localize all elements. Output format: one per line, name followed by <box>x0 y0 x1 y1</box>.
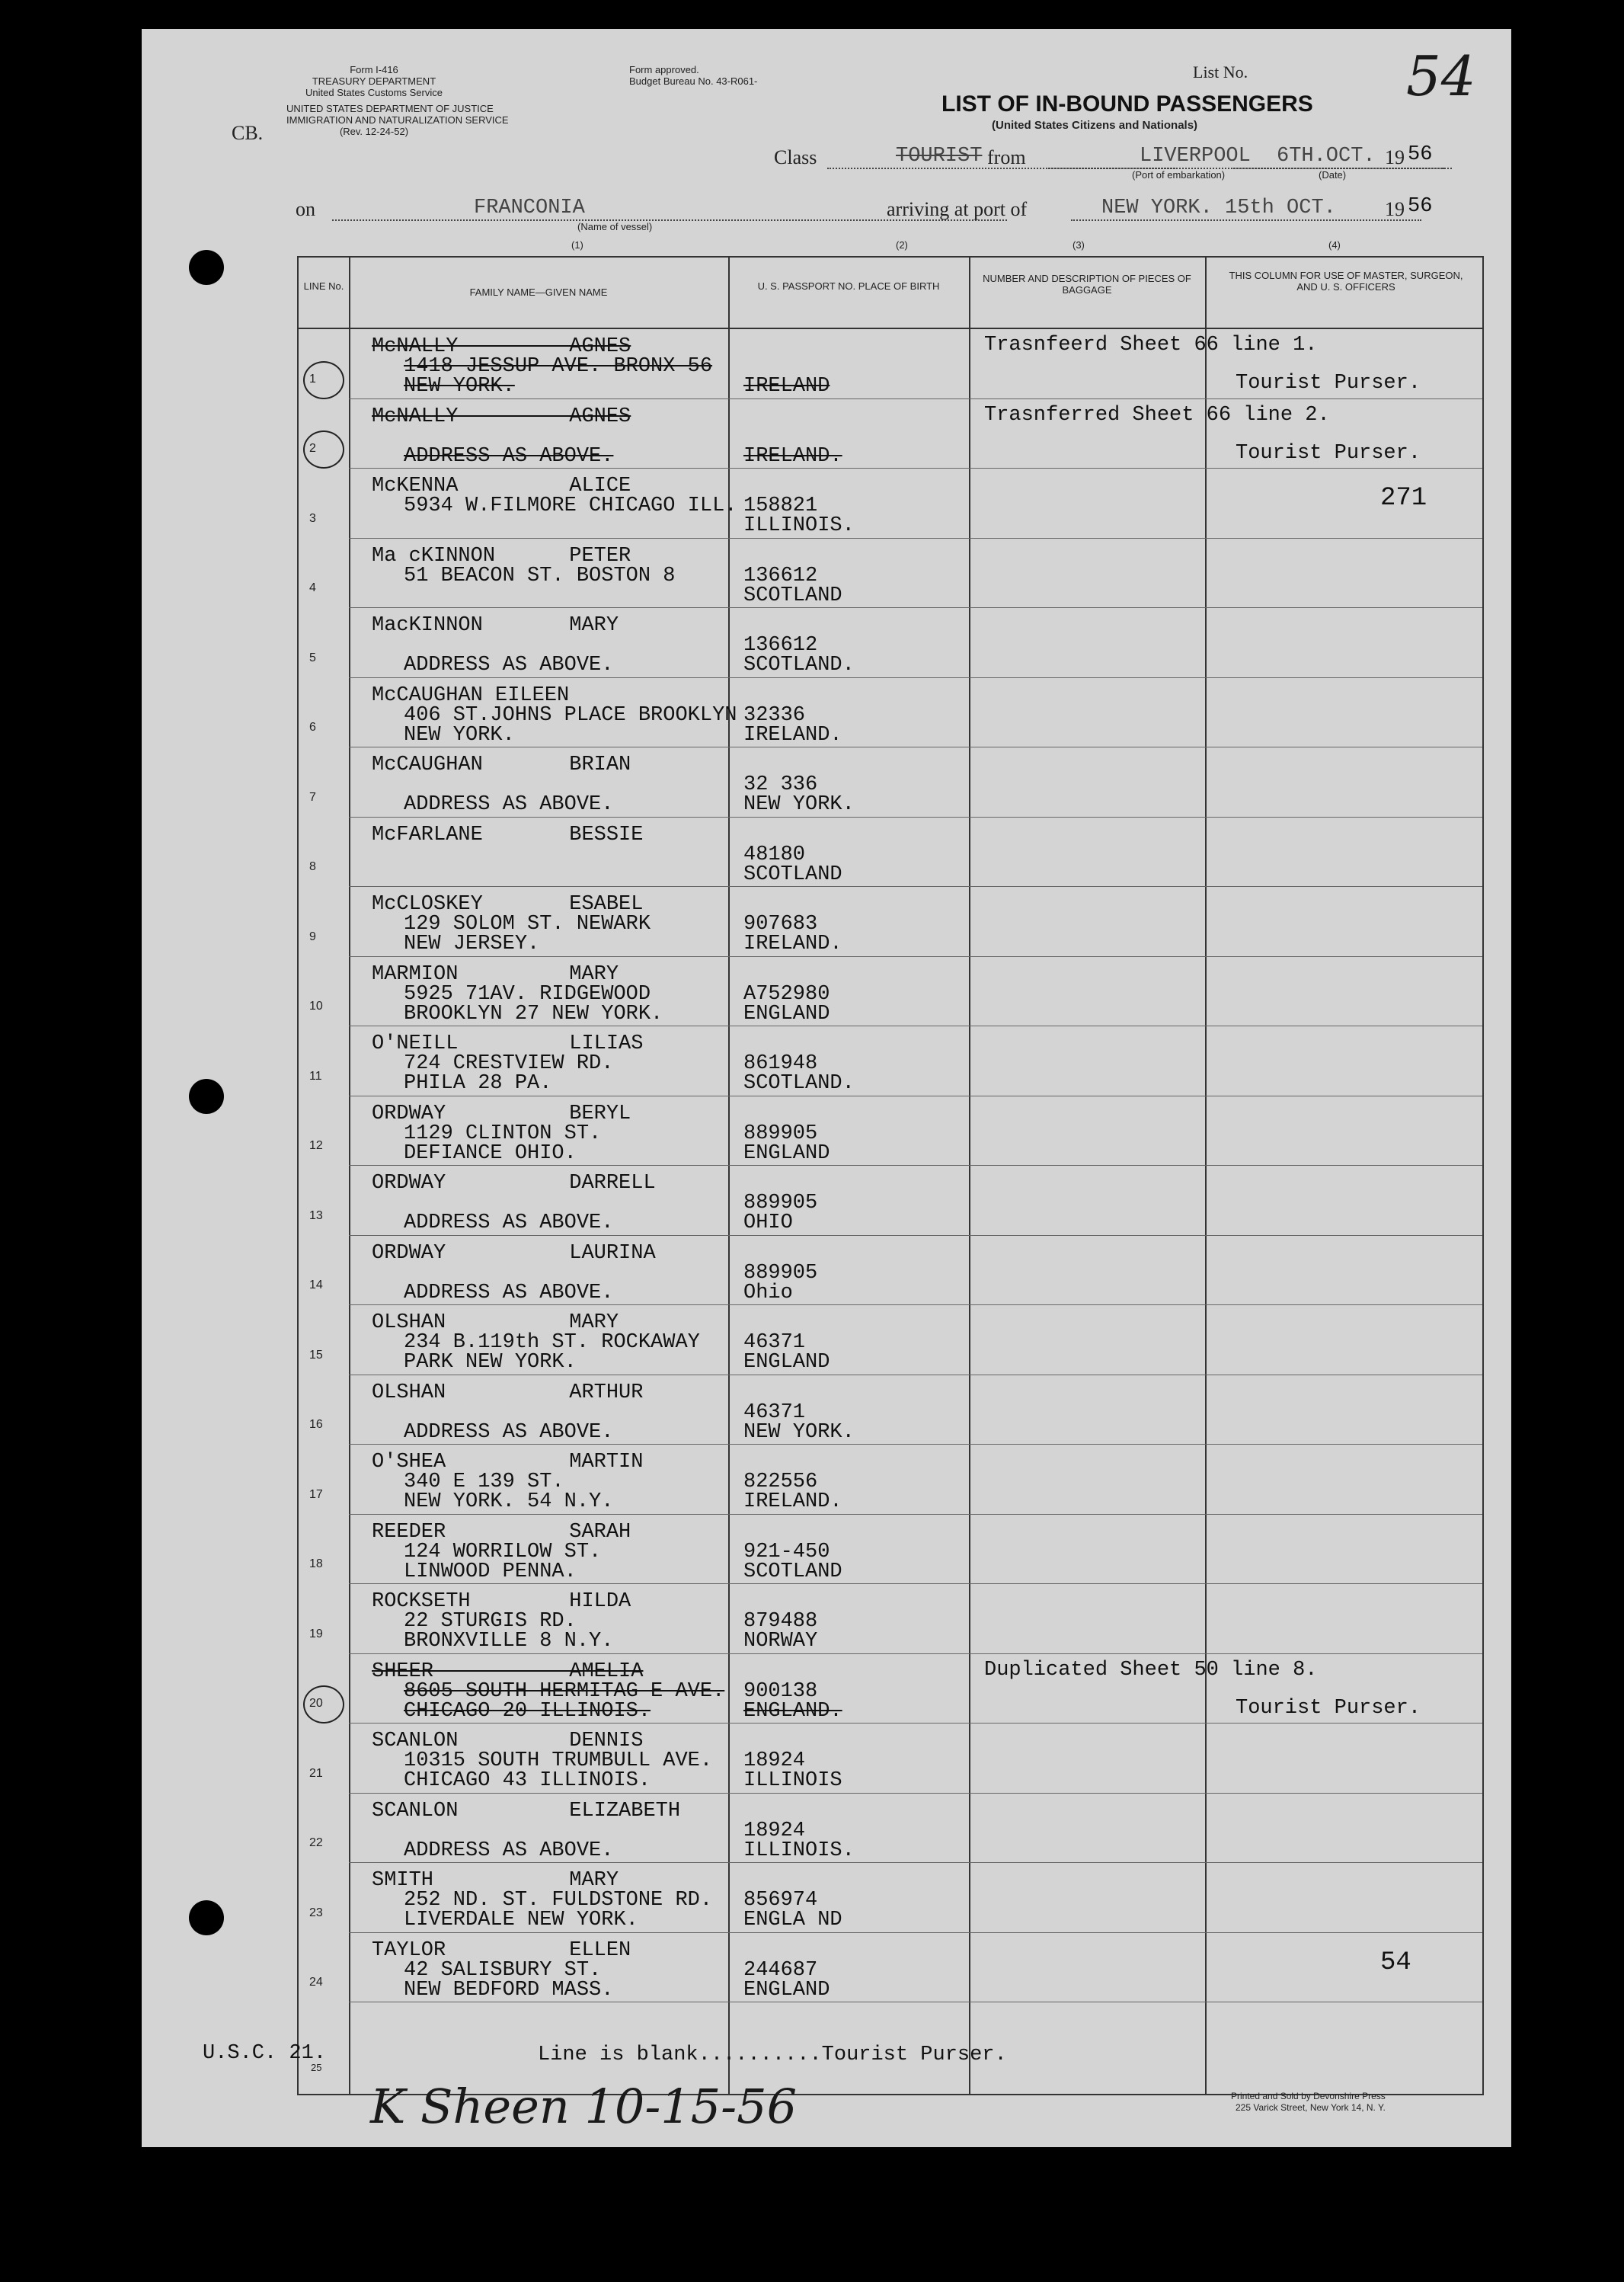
passport-number: 861948 <box>743 1052 818 1075</box>
address-line-2: BROOKLYN 27 NEW YORK. <box>404 1002 663 1026</box>
agency-block <box>286 64 509 137</box>
place-of-birth: SCOTLAND. <box>743 654 855 677</box>
line-number: 24 <box>309 1976 323 1989</box>
table-row <box>299 608 1482 678</box>
passenger-name: Ma cKINNON PETER <box>372 544 631 568</box>
address-line-2: ADDRESS AS ABOVE. <box>404 654 614 677</box>
document-page <box>142 29 1511 2147</box>
header-officers: THIS COLUMN FOR USE OF MASTER, SURGEON, AND U. S. OFFICERS <box>1229 270 1463 293</box>
passport-number: 889905 <box>743 1261 818 1285</box>
passenger-name: McCAUGHAN BRIAN <box>372 754 631 776</box>
departure-date: 6TH.OCT. <box>1231 145 1444 169</box>
vessel-caption: (Name of vessel) <box>577 221 653 232</box>
header-name: FAMILY NAME—GIVEN NAME <box>469 286 608 298</box>
address-line-1: 234 B.119th ST. ROCKAWAY <box>404 1331 700 1354</box>
table-row <box>299 1863 1482 1933</box>
line-number: 10 <box>309 1000 323 1013</box>
passport-number: 136612 <box>743 564 818 587</box>
table-row <box>299 1445 1482 1515</box>
place-of-birth: ENGLAND <box>743 1978 830 2002</box>
departure-year: 56 <box>1408 143 1433 166</box>
line-number: 4 <box>309 581 316 594</box>
date-caption: (Date) <box>1319 169 1347 181</box>
place-of-birth: NEW YORK. <box>743 793 855 816</box>
address-line-1: 124 WORRILOW ST. <box>404 1540 602 1563</box>
officer-mark: 54 <box>1380 1948 1411 1977</box>
passenger-name: SCANLON ELIZABETH <box>372 1799 681 1823</box>
table-row <box>299 1236 1482 1306</box>
passenger-name: OLSHAN MARY <box>372 1311 619 1334</box>
table-row <box>299 1305 1482 1375</box>
address-line-2: ADDRESS AS ABOVE. <box>404 1281 614 1304</box>
line-number: 12 <box>309 1139 323 1152</box>
on-label: on <box>296 198 315 220</box>
circled-line-mark <box>303 361 344 399</box>
place-of-birth: OHIO <box>743 1211 793 1234</box>
passenger-name: SMITH MARY <box>372 1869 619 1892</box>
justice-dept: UNITED STATES DEPARTMENT OF JUSTICE <box>286 103 494 114</box>
address-line-1: 340 E 139 ST. <box>404 1471 564 1493</box>
address-line-1: 8605 SOUTH HERMITAG E AVE. <box>404 1679 725 1703</box>
header-line-no: LINE No. <box>303 280 344 292</box>
place-of-birth: ILLINOIS. <box>743 514 855 537</box>
line-number: 8 <box>309 860 316 873</box>
table-row <box>299 887 1482 957</box>
line-number: 19 <box>309 1627 323 1640</box>
passenger-name: ORDWAY BERYL <box>372 1102 631 1125</box>
budget-bureau: Budget Bureau No. 43-R061- <box>629 75 758 87</box>
arrival-port: NEW YORK. 15th OCT. <box>1071 197 1421 221</box>
passport-number: 158821 <box>743 494 818 517</box>
place-of-birth: ILLINOIS. <box>743 1839 855 1862</box>
table-row <box>299 957 1482 1027</box>
blank-line-note: Line is blank..........Tourist Purser. <box>538 2044 1007 2066</box>
approval-block <box>629 64 757 87</box>
passport-number: 244687 <box>743 1958 818 1982</box>
printer-line-2: 225 Varick Street, New York 14, N. Y. <box>1236 2102 1386 2113</box>
line-number: 20 <box>309 1697 323 1710</box>
address-line-1: 10315 SOUTH TRUMBULL AVE. <box>404 1749 713 1772</box>
passenger-name: SCANLON DENNIS <box>372 1730 644 1752</box>
passenger-name: OLSHAN ARTHUR <box>372 1381 644 1404</box>
table-row <box>299 1933 1482 2003</box>
table-row <box>299 1515 1482 1585</box>
passport-number: 907683 <box>743 913 818 936</box>
place-of-birth: IRELAND. <box>743 1490 842 1513</box>
circled-line-mark <box>303 1685 344 1724</box>
line-number: 23 <box>309 1906 323 1919</box>
place-of-birth: SCOTLAND <box>743 584 842 607</box>
passenger-name: O'NEILL LILIAS <box>372 1032 644 1055</box>
place-of-birth: ENGLAND <box>743 1002 830 1026</box>
blank-line-text: Line is blank <box>538 2044 699 2066</box>
passport-number: 889905 <box>743 1122 818 1145</box>
list-no-handwritten: 54 <box>1406 44 1476 108</box>
header-baggage: NUMBER AND DESCRIPTION OF PIECES OF BAGGAGE <box>983 273 1191 296</box>
passenger-table <box>297 256 1484 2095</box>
address-line-2: NEW YORK. <box>404 375 515 398</box>
purser-note: Tourist Purser. <box>1236 1696 1421 1720</box>
address-line-1: 42 SALISBURY ST. <box>404 1958 602 1982</box>
address-line-2: LIVERDALE NEW YORK. <box>404 1909 638 1932</box>
line-number: 9 <box>309 930 316 943</box>
col-num-4: (4) <box>1328 239 1341 251</box>
line-number: 2 <box>309 442 316 455</box>
address-line-2: PHILA 28 PA. <box>404 1072 552 1095</box>
place-of-birth: ENGLAND <box>743 1351 830 1374</box>
line-number: 7 <box>309 790 316 804</box>
page-subtitle: (United States Citizens and Nationals) <box>992 119 1198 132</box>
address-line-1: 724 CRESTVIEW RD. <box>404 1052 614 1075</box>
table-row <box>299 329 1482 399</box>
printer-line-1: Printed and Sold by Devonshire Press <box>1231 2091 1386 2101</box>
blank-line-purser: Tourist Purser. <box>821 2044 1007 2066</box>
ins-service: IMMIGRATION AND NATURALIZATION SERVICE <box>286 114 509 126</box>
passport-number: 856974 <box>743 1889 818 1912</box>
passport-number: 136612 <box>743 634 818 657</box>
table-row <box>299 1794 1482 1864</box>
place-of-birth: IRELAND. <box>743 723 842 747</box>
year-label: 19 <box>1385 146 1405 168</box>
table-row <box>299 1375 1482 1445</box>
passport-number: 46371 <box>743 1400 806 1424</box>
passport-number: 879488 <box>743 1610 818 1633</box>
passport-number: 921-450 <box>743 1540 830 1563</box>
header-passport: U. S. PASSPORT NO. PLACE OF BIRTH <box>757 280 940 292</box>
address-line-2: ADDRESS AS ABOVE. <box>404 793 614 816</box>
baggage-note: Duplicated Sheet 50 line 8. <box>984 1658 1318 1682</box>
address-line-2: NEW YORK. 54 N.Y. <box>404 1490 614 1513</box>
passenger-name: McCAUGHAN EILEEN <box>372 683 570 707</box>
table-row <box>299 818 1482 888</box>
address-line-1: 5934 W.FILMORE CHICAGO ILL. <box>404 494 737 517</box>
page-title: LIST OF IN-BOUND PASSENGERS <box>941 91 1313 117</box>
table-row <box>299 469 1482 539</box>
officer-mark: 271 <box>1380 484 1427 513</box>
printer-credit <box>1231 2091 1386 2114</box>
passport-number: 822556 <box>743 1471 818 1493</box>
col-num-1: (1) <box>571 239 583 251</box>
punch-hole <box>189 1900 224 1935</box>
line-number: 17 <box>309 1487 323 1501</box>
address-line-2: NEW BEDFORD MASS. <box>404 1978 614 2002</box>
passenger-name: McNALLY AGNES <box>372 335 631 358</box>
passenger-name: MARMION MARY <box>372 962 619 986</box>
place-of-birth: ILLINOIS <box>743 1769 842 1792</box>
passport-number: 900138 <box>743 1679 818 1703</box>
table-row <box>299 1096 1482 1167</box>
address-line-2: LINWOOD PENNA. <box>404 1560 577 1583</box>
circled-line-mark <box>303 430 344 469</box>
passport-number: 48180 <box>743 843 806 866</box>
place-of-birth: NEW YORK. <box>743 1420 855 1444</box>
line-number: 14 <box>309 1279 323 1291</box>
table-row <box>299 1654 1482 1724</box>
passenger-name: SHEER AMELIA <box>372 1659 644 1683</box>
address-line-1: 129 SOLOM ST. NEWARK <box>404 913 651 936</box>
from-label: from <box>987 146 1026 168</box>
address-line-2: ADDRESS AS ABOVE. <box>404 444 614 468</box>
passport-number: 18924 <box>743 1819 806 1842</box>
passenger-name: ORDWAY DARRELL <box>372 1172 656 1195</box>
place-of-birth: SCOTLAND. <box>743 1072 855 1095</box>
passenger-name: McKENNA ALICE <box>372 475 631 498</box>
address-line-2: ADDRESS AS ABOVE. <box>404 1420 614 1444</box>
year-label-2: 19 <box>1385 198 1405 220</box>
place-of-birth: IRELAND <box>743 375 830 398</box>
address-line-2: BRONXVILLE 8 N.Y. <box>404 1630 614 1653</box>
passenger-name: TAYLOR ELLEN <box>372 1938 631 1962</box>
address-line-1: 406 ST.JOHNS PLACE BROOKLYN <box>404 703 737 727</box>
passport-number: 46371 <box>743 1331 806 1354</box>
customs-service: United States Customs Service <box>305 87 443 98</box>
baggage-note: Trasnferred Sheet 66 line 2. <box>984 403 1330 427</box>
passenger-name: REEDER SARAH <box>372 1520 631 1544</box>
table-row <box>299 539 1482 609</box>
passenger-name: McNALLY AGNES <box>372 405 631 428</box>
place-of-birth: ENGLA ND <box>743 1909 842 1932</box>
place-of-birth: SCOTLAND <box>743 1560 842 1583</box>
line-number: 1 <box>309 372 316 386</box>
address-line-2: CHICAGO 43 ILLINOIS. <box>404 1769 651 1792</box>
passenger-name: McCLOSKEY ESABEL <box>372 893 644 916</box>
passport-number: 18924 <box>743 1749 806 1772</box>
place-of-birth: IRELAND. <box>743 933 842 955</box>
class-label: Class <box>774 146 817 168</box>
arriving-label: arriving at port of <box>887 198 1028 220</box>
punch-hole <box>189 1079 224 1114</box>
passenger-name: O'SHEA MARTIN <box>372 1451 644 1474</box>
place-of-birth: NORWAY <box>743 1630 818 1653</box>
baggage-note: Trasnfeerd Sheet 66 line 1. <box>984 334 1318 357</box>
form-number: Form I-416 <box>350 64 398 75</box>
usc-mark: U.S.C. 21. <box>203 2042 327 2065</box>
revision-date: (Rev. 12-24-52) <box>339 126 409 137</box>
class-value: TOURIST <box>827 145 1178 169</box>
form-approved: Form approved. <box>629 64 699 75</box>
table-row <box>299 1026 1482 1096</box>
handwritten-note: K Sheen 10-15-56 <box>370 2079 798 2134</box>
address-line-2: ADDRESS AS ABOVE. <box>404 1839 614 1862</box>
table-row <box>299 747 1482 818</box>
address-line-1: 51 BEACON ST. BOSTON 8 <box>404 564 676 587</box>
passport-number: 32336 <box>743 703 806 727</box>
table-row <box>299 1724 1482 1794</box>
line-number: 18 <box>309 1557 323 1570</box>
line-number: 6 <box>309 721 316 734</box>
vessel-name: FRANCONIA <box>332 197 1007 221</box>
line-number: 21 <box>309 1766 323 1780</box>
arrival-year: 56 <box>1408 195 1433 218</box>
address-line-2: NEW JERSEY. <box>404 933 540 955</box>
place-of-birth: ENGLAND <box>743 1141 830 1165</box>
address-line-2: DEFIANCE OHIO. <box>404 1141 577 1165</box>
purser-note: Tourist Purser. <box>1236 372 1421 395</box>
embark-port: LIVERPOOL <box>1048 145 1452 169</box>
passenger-name: McFARLANE BESSIE <box>372 823 644 847</box>
place-of-birth: ENGLAND. <box>743 1699 842 1723</box>
place-of-birth: Ohio <box>743 1281 793 1304</box>
place-of-birth: IRELAND. <box>743 444 842 468</box>
passenger-name: MacKINNON MARY <box>372 614 619 637</box>
address-line-2: ADDRESS AS ABOVE. <box>404 1211 614 1234</box>
table-row <box>299 399 1482 469</box>
address-line-1: 5925 71AV. RIDGEWOOD <box>404 982 651 1006</box>
port-caption: (Port of embarkation) <box>1132 169 1226 181</box>
passenger-name: ROCKSETH HILDA <box>372 1590 631 1613</box>
address-line-2: CHICAGO 20 ILLINOIS. <box>404 1699 651 1723</box>
line-number: 16 <box>309 1418 323 1431</box>
address-line-1: 252 ND. ST. FULDSTONE RD. <box>404 1889 713 1912</box>
col-num-3: (3) <box>1073 239 1085 251</box>
treasury-dept: TREASURY DEPARTMENT <box>312 75 436 87</box>
address-line-2: PARK NEW YORK. <box>404 1351 577 1374</box>
purser-note: Tourist Purser. <box>1236 441 1421 465</box>
address-line-1: 1418 JESSUP AVE. BRONX 56 <box>404 355 713 378</box>
table-row <box>299 1584 1482 1654</box>
address-line-2: NEW YORK. <box>404 723 515 747</box>
line-number: 22 <box>309 1836 323 1849</box>
line-number: 11 <box>309 1069 322 1083</box>
address-line-1: 22 STURGIS RD. <box>404 1610 577 1633</box>
passport-number: A752980 <box>743 982 830 1006</box>
line-number: 13 <box>309 1208 323 1222</box>
line-25-number: 25 <box>311 2062 322 2073</box>
col-num-2: (2) <box>896 239 908 251</box>
passport-number: 889905 <box>743 1192 818 1215</box>
cb-mark: CB. <box>232 122 264 144</box>
table-row <box>299 1166 1482 1236</box>
passenger-name: ORDWAY LAURINA <box>372 1241 656 1265</box>
table-row <box>299 678 1482 748</box>
line-number: 5 <box>309 651 316 664</box>
passport-number: 32 336 <box>743 773 818 796</box>
place-of-birth: SCOTLAND <box>743 863 842 886</box>
punch-hole <box>189 250 224 285</box>
line-number: 15 <box>309 1348 323 1362</box>
list-no-label: List No. <box>1193 62 1248 82</box>
address-line-1: 1129 CLINTON ST. <box>404 1122 602 1145</box>
line-number: 3 <box>309 511 316 525</box>
